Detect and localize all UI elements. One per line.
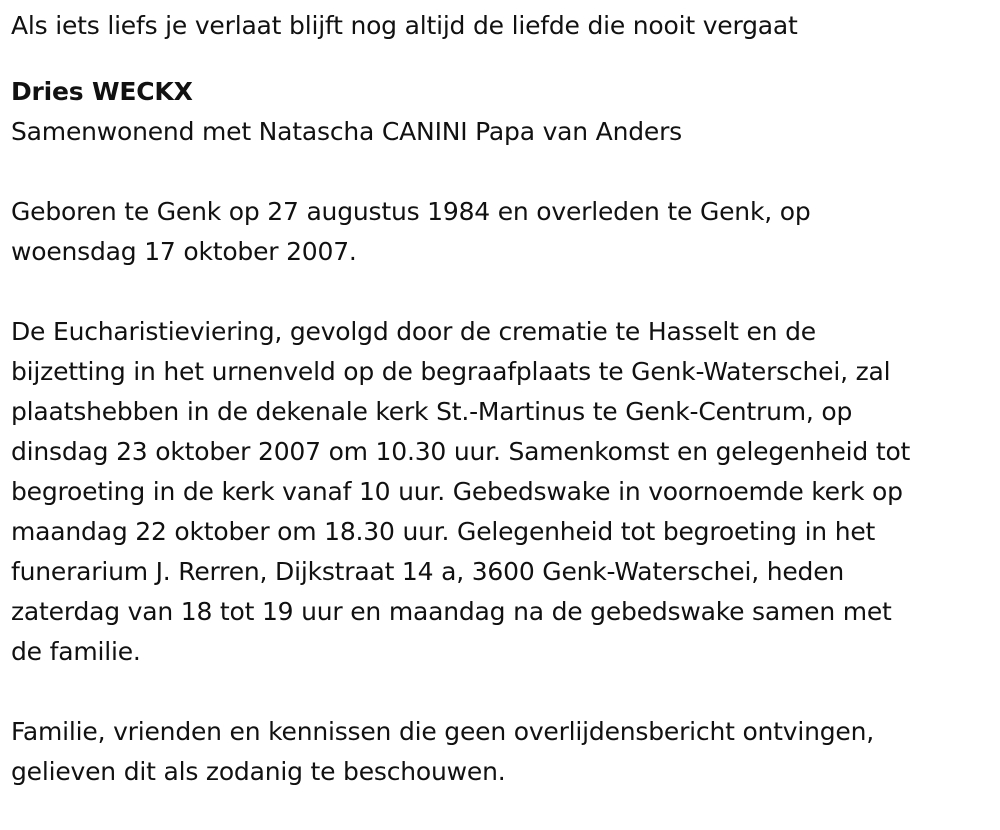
motto: Als iets liefs je verlaat blijft nog altijd de liefde die nooit vergaat bbox=[11, 11, 798, 40]
relation-text: Samenwonend met Natascha CANINI Papa van Anders bbox=[11, 117, 682, 146]
ceremony-line: bijzetting in het urnenveld op de begraafplaats te Genk-Waterschei, zal bbox=[11, 357, 891, 386]
ceremony-line: zaterdag van 18 tot 19 uur en maandag na de gebedswake samen met bbox=[11, 597, 892, 626]
ceremony-line: maandag 22 oktober om 18.30 uur. Gelegenheid tot begroeting in het bbox=[11, 517, 876, 546]
ceremony-line: plaatshebben in de dekenale kerk St.-Martinus te Genk-Centrum, op bbox=[11, 397, 853, 426]
deceased-name: Dries WECKX bbox=[11, 77, 193, 106]
closing-line-1: Familie, vrienden en kennissen die geen overlijdensbericht ontvingen, bbox=[11, 717, 875, 746]
closing-line-2: gelieven dit als zodanig te beschouwen. bbox=[11, 757, 506, 786]
spacer bbox=[11, 46, 1000, 72]
ceremony-line: begroeting in de kerk vanaf 10 uur. Gebedswake in voornoemde kerk op bbox=[11, 477, 903, 506]
ceremony-line: de familie. bbox=[11, 637, 141, 666]
spacer bbox=[11, 272, 1000, 312]
ceremony-line: De Eucharistieviering, gevolgd door de crematie te Hasselt en de bbox=[11, 317, 816, 346]
ceremony-line: dinsdag 23 oktober 2007 om 10.30 uur. Samenkomst en gelegenheid tot bbox=[11, 437, 911, 466]
spacer bbox=[11, 672, 1000, 712]
ceremony-line: funerarium J. Rerren, Dijkstraat 14 a, 3600 Genk-Waterschei, heden bbox=[11, 557, 845, 586]
birth-line-1: Geboren te Genk op 27 augustus 1984 en overleden te Genk, op bbox=[11, 197, 811, 226]
spacer bbox=[11, 152, 1000, 192]
birth-line-2: woensdag 17 oktober 2007. bbox=[11, 237, 357, 266]
